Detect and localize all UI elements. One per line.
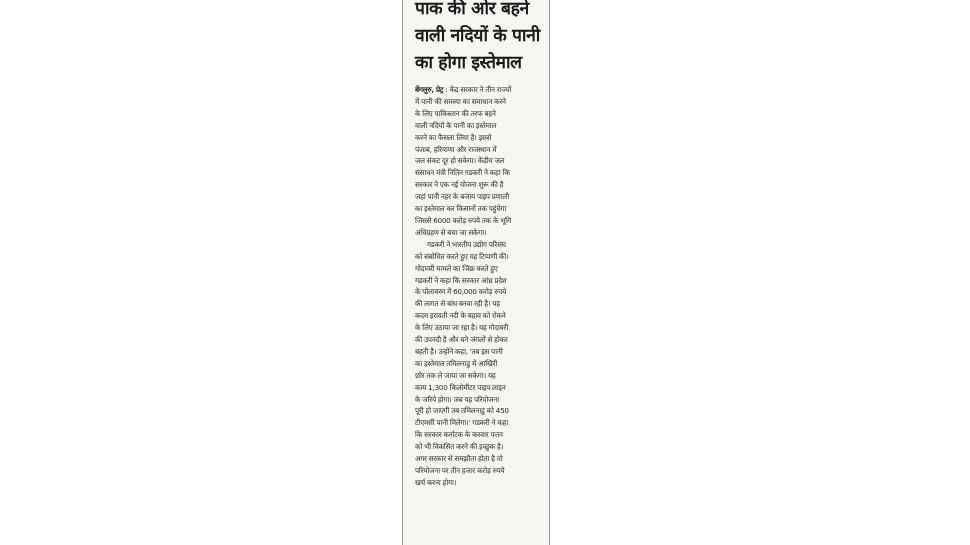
body-line: पंजाब, हरियाणा और राजस्थान में xyxy=(415,144,497,154)
headline-line: पाक की ओर बहने xyxy=(415,0,529,19)
body-line: के लिए पाकिस्तान की तरफ बहने xyxy=(415,108,496,118)
body-line xyxy=(415,84,545,96)
body-line: के पोलावरम में 60,000 करोड़ रुपये xyxy=(415,287,507,297)
headline-line: का होगा इस्तेमाल xyxy=(415,53,522,73)
body-line: के जरिये होगा। जब यह परियोजना xyxy=(415,394,499,404)
article-headline xyxy=(415,0,547,77)
body-line: को भी विकसित करने की इच्छुक है। xyxy=(415,442,504,452)
body-line: में पानी की समस्या का समाधान करने xyxy=(415,96,506,106)
body-line: गडकरी ने कहा कि सरकार आंध्र प्रदेश xyxy=(415,275,507,285)
body-line: पूरी हो जाएगी तब तमिलनाडु को 450 xyxy=(415,406,509,416)
body-line: की लागत से बांध बनवा रही है। यह xyxy=(415,299,500,309)
body-line: बहती है। उन्होंने कहा, 'तब इस पानी xyxy=(415,346,503,356)
body-line: कि सरकार कर्नाटक के करवार पत्तन xyxy=(415,430,503,440)
body-line: वाली नदियों के पानी का इस्तेमाल xyxy=(415,120,497,130)
body-line: अगर सरकार से समझौता होता है तो xyxy=(415,454,503,464)
article-body xyxy=(415,84,545,489)
article-dateline: बेंगलुरु, प्रेट्र xyxy=(415,85,444,94)
headline-line: वाली नदियों के पानी xyxy=(415,26,540,46)
body-line: का इस्तेमाल कर किसानों तक पहुंचेगा xyxy=(415,204,507,214)
body-line: छोर तक ले जाया जा सकेगा। यह xyxy=(415,370,496,380)
body-line: अधिग्रहण से बचा जा सकेगा। xyxy=(415,227,487,237)
body-line: करने का फैसला लिया है। इससे xyxy=(415,132,492,142)
body-line: संसाधन मंत्री नितिन गडकरी ने कहा कि xyxy=(415,168,510,178)
body-line: जहां पानी नहर के बजाय पाइप प्रणाली xyxy=(415,192,509,202)
newspaper-clipping xyxy=(402,0,550,545)
body-line: काम 1,300 किलोमीटर पाइप लाइन xyxy=(415,382,506,392)
body-line: परियोजना पर तीन हजार करोड़ रुपये xyxy=(415,466,505,475)
body-line: को संबोधित करते हुए यह टिप्पणी की। xyxy=(415,251,509,261)
body-line: कदम इरावती नदी के बहाव को रोकने xyxy=(415,311,506,321)
body-line: टीएमसी पानी मिलेगा।' गडकरी ने कहा xyxy=(415,418,508,428)
body-line: का इस्तेमाल तमिलनाडु में आखिरी xyxy=(415,358,498,368)
body-line: की उपनदी है और घने जंगलों से होकर xyxy=(415,335,508,345)
body-line: जल संकट दूर हो सकेगा। केंद्रीय जल xyxy=(415,156,505,166)
body-line: सरकार ने एक नई योजना शुरू की है xyxy=(415,180,504,190)
body-line: गोदावरी मामले का जिक्र करते हुए xyxy=(415,263,498,273)
body-line: खर्च करना होगा। xyxy=(415,477,457,487)
body-line: गडकरी ने भारतीय उद्योग परिसंघ xyxy=(427,239,506,249)
body-line-text: : केंद्र सरकार ने तीन राज्यों xyxy=(443,85,511,94)
body-line: के लिए उठाया जा रहा है। यह गोदावरी xyxy=(415,323,508,333)
body-line: जिससे 6000 करोड़ रुपये तक के भूमि xyxy=(415,215,511,225)
